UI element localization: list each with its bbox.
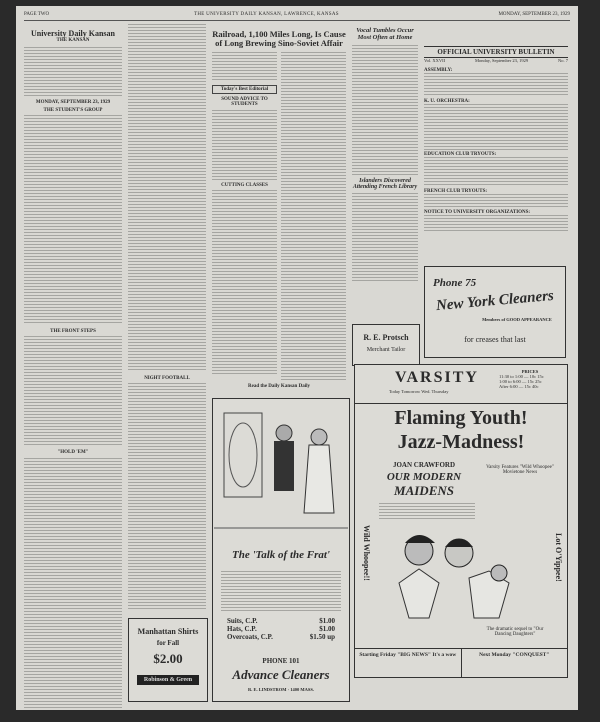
cutting-classes-heading: CUTTING CLASSES bbox=[221, 182, 268, 188]
protsch-tailor-ad bbox=[352, 324, 420, 366]
manhattan-line-2: for Fall bbox=[156, 639, 180, 647]
price-row bbox=[227, 625, 335, 633]
newspaper-page bbox=[16, 6, 578, 710]
protsch-name: R. E. Protsch bbox=[363, 333, 409, 342]
masthead-subtitle: THE KANSAN bbox=[56, 38, 90, 44]
read-kansan-credit: Read the Daily Kansan Daily bbox=[248, 383, 310, 389]
editorial-heading-2: THE FRONT STEPS bbox=[50, 329, 96, 335]
editorial-text-1 bbox=[24, 115, 122, 325]
dancers-illustration bbox=[379, 523, 539, 623]
railroad-headline: Railroad, 1,100 Miles Long, Is Cause of Long Brewing Sino-Soviet Affair bbox=[212, 29, 346, 48]
vocal-tumbles-headline: Vocal Tumbles Occur Most Often at Home bbox=[356, 27, 414, 41]
manhattan-price: $2.00 bbox=[153, 651, 183, 666]
bulletin-meta bbox=[424, 58, 568, 63]
bulletin-date: Monday, September 23, 1929 bbox=[475, 58, 529, 63]
islanders-headline: Islanders Discovered Attending French Library bbox=[352, 177, 418, 190]
paper-title: THE UNIVERSITY DAILY KANSAN, LAWRENCE, KANSAS bbox=[194, 12, 339, 17]
varsity-side-left: Wild Whoopee!! bbox=[362, 525, 371, 581]
varsity-star: JOAN CRAWFORD bbox=[392, 461, 456, 469]
protsch-line: Merchant Tailor bbox=[366, 347, 406, 353]
bulletin-item-heading: ASSEMBLY: bbox=[424, 68, 453, 73]
editorial-heading-3: "HOLD 'EM" bbox=[57, 450, 89, 456]
varsity-headline-1: Flaming Youth! bbox=[394, 407, 528, 429]
price-line: 11:30 to 1:00 — 10c 15c bbox=[499, 374, 544, 379]
varsity-header bbox=[355, 365, 567, 404]
price-value: $1.50 up bbox=[309, 633, 335, 641]
sound-advice-heading: SOUND ADVICE TO STUDENTS bbox=[221, 97, 268, 108]
column-4 bbox=[352, 24, 418, 344]
editorial-heading-1: THE STUDENT'S GROUP bbox=[43, 107, 103, 113]
frat-ad-title: The 'Talk of the Frat' bbox=[232, 549, 330, 561]
bulletin-title: OFFICIAL UNIVERSITY BULLETIN bbox=[424, 46, 568, 58]
editorial-text-3 bbox=[24, 458, 122, 710]
bulletin-item-heading: EDUCATION CLUB TRYOUTS: bbox=[424, 152, 497, 157]
bulletin-no: No. 7 bbox=[558, 58, 568, 63]
price-line: 1:00 to 6:00 — 15c 25c bbox=[499, 379, 542, 384]
varsity-headline-2: Jazz-Madness! bbox=[397, 431, 525, 453]
night-football-heading: NIGHT FOOTBALL bbox=[144, 376, 190, 381]
bulletin-vol: Vol. XXVII bbox=[424, 58, 446, 63]
price-row bbox=[227, 617, 335, 625]
advance-cleaners-ad bbox=[212, 398, 350, 702]
advance-phone: PHONE 101 bbox=[262, 657, 300, 665]
new-york-cleaners-ad bbox=[424, 266, 566, 358]
nyc-tagline: for creases that last bbox=[464, 335, 526, 344]
cutting-classes-text bbox=[212, 190, 277, 375]
bulletin-items bbox=[424, 68, 568, 233]
editorial-text-2 bbox=[24, 336, 122, 446]
manhattan-line-1: Manhattan Shirts bbox=[137, 627, 199, 636]
varsity-name: VARSITY bbox=[395, 369, 479, 386]
column-2-text-top bbox=[128, 24, 206, 372]
bulletin-item-heading: NOTICE TO UNIVERSITY ORGANIZATIONS: bbox=[424, 210, 531, 215]
varsity-footer bbox=[355, 648, 567, 677]
varsity-blurb bbox=[379, 503, 475, 519]
nyc-phone: Phone 75 bbox=[433, 277, 477, 289]
price-item: Overcoats, C.P. bbox=[227, 633, 273, 641]
column-3-right-text bbox=[281, 52, 346, 382]
varsity-footer-right: Next Monday "CONQUEST" bbox=[479, 652, 550, 658]
bulletin-item-text bbox=[424, 215, 568, 233]
store-logo: Robinson & Green bbox=[137, 675, 199, 685]
page-header bbox=[24, 10, 570, 21]
varsity-days: Today Tomorrow Wed. Thursday bbox=[389, 389, 449, 394]
varsity-film-1: OUR MODERN bbox=[386, 471, 462, 483]
nyc-name: New York Cleaners bbox=[435, 287, 555, 315]
frat-ad-body bbox=[221, 571, 341, 611]
price-value: $1.00 bbox=[319, 625, 335, 633]
bulletin-item-text bbox=[424, 194, 568, 208]
islanders-text bbox=[352, 193, 418, 281]
official-bulletin bbox=[424, 46, 568, 256]
best-editorial-box: Today's Best Editorial bbox=[212, 85, 277, 94]
masthead-staff bbox=[24, 47, 122, 97]
vocal-tumbles-text bbox=[352, 45, 418, 175]
bulletin-item-text bbox=[424, 157, 568, 187]
price-line: After 6:00 — 15c 40c bbox=[499, 384, 539, 389]
price-item: Hats, C.P. bbox=[227, 625, 257, 633]
railroad-text bbox=[212, 52, 277, 82]
column-2-text-bottom bbox=[128, 383, 206, 609]
varsity-theater-ad bbox=[354, 364, 568, 678]
column-2 bbox=[128, 24, 206, 704]
price-row bbox=[227, 633, 335, 641]
bulletin-item-text bbox=[424, 104, 568, 150]
manhattan-shirts-ad bbox=[128, 618, 208, 702]
varsity-footer-left: Starting Friday "BIG NEWS" It's a wow bbox=[355, 649, 462, 677]
price-value: $1.00 bbox=[319, 617, 335, 625]
advance-address: R. E. LINDSTROM · 1400 MASS. bbox=[247, 687, 314, 692]
sound-advice-text bbox=[212, 110, 277, 180]
column-1 bbox=[24, 24, 122, 704]
varsity-feature: Varsity Features "Wild Whoopee" Movietone News bbox=[486, 465, 554, 475]
frat-illustration bbox=[214, 403, 348, 543]
nyc-members: Members of GOOD APPEARANCE bbox=[482, 317, 552, 322]
masthead-title: University Daily Kansan bbox=[30, 29, 115, 38]
advance-name: Advance Cleaners bbox=[232, 667, 330, 682]
bulletin-item-text bbox=[424, 73, 568, 97]
varsity-caption: The dramatic sequel to "Our Dancing Daughters" bbox=[486, 627, 544, 637]
varsity-side-right: Lot O'Yippee! bbox=[554, 533, 563, 582]
price-item: Suits, C.P. bbox=[227, 617, 258, 625]
page-number: PAGE TWO bbox=[24, 12, 50, 17]
column-3 bbox=[212, 24, 346, 394]
bulletin-item-heading: FRENCH CLUB TRYOUTS: bbox=[424, 189, 488, 194]
page-date: MONDAY, SEPTEMBER 23, 1929 bbox=[498, 12, 570, 17]
frat-price-list bbox=[227, 617, 335, 641]
bulletin-item-heading: K. U. ORCHESTRA: bbox=[424, 99, 470, 104]
masthead-dateline: MONDAY, SEPTEMBER 23, 1929 bbox=[35, 99, 111, 105]
varsity-film-2: MAIDENS bbox=[394, 483, 454, 498]
varsity-prices bbox=[499, 369, 561, 389]
prices-label: PRICES bbox=[521, 369, 539, 374]
